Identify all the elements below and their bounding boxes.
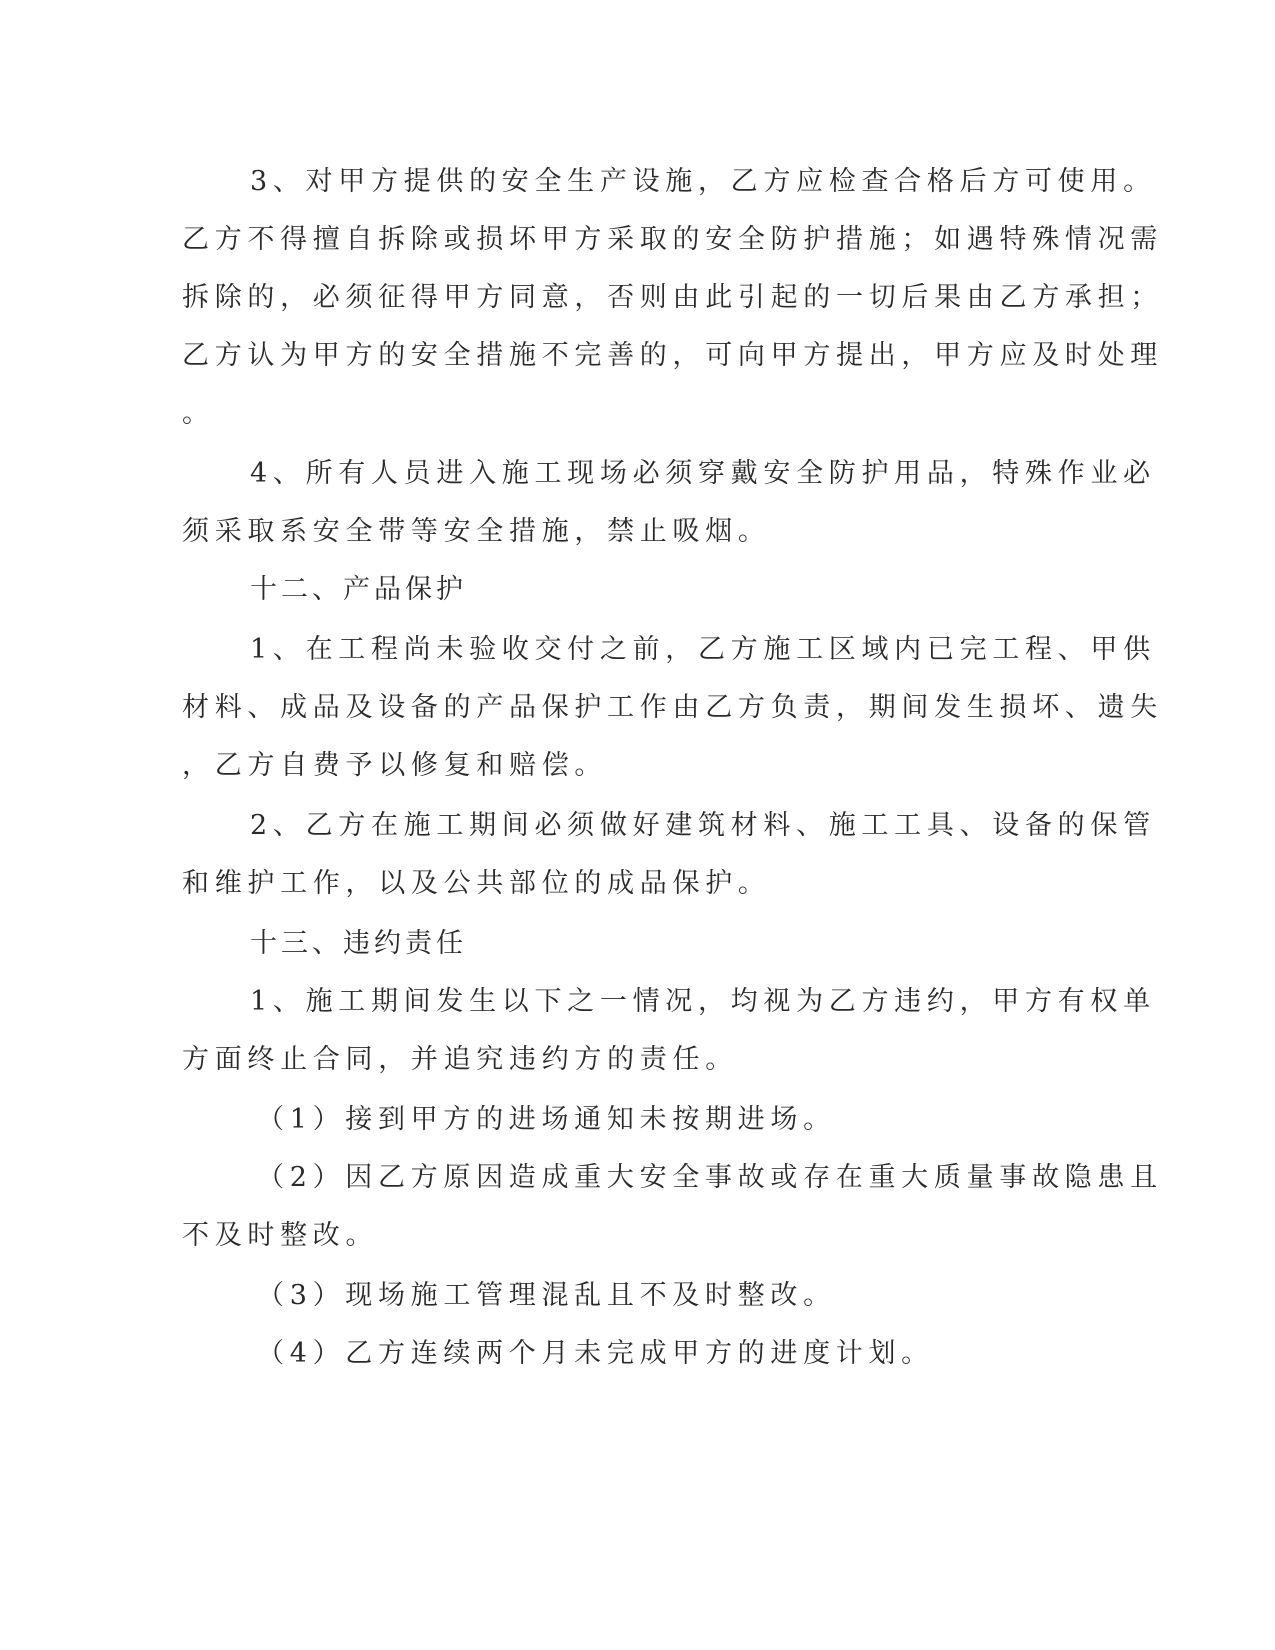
breach-clause-1-line-2: 方面终止合同，并追究违约方的责任。 bbox=[182, 1044, 738, 1075]
section-heading-breach-liability: 十三、违约责任 bbox=[250, 928, 467, 959]
protection-clause-2-line-2: 和维护工作，以及公共部位的成品保护。 bbox=[182, 868, 771, 899]
clause-3-line-1: 3、对甲方提供的安全生产设施，乙方应检查合格后方可使用。 bbox=[250, 166, 1156, 197]
protection-clause-1-line-3: ，乙方自费予以修复和赔偿。 bbox=[182, 750, 608, 781]
clause-3-line-2: 乙方不得擅自拆除或损坏甲方采取的安全防护措施；如遇特殊情况需 bbox=[182, 224, 1163, 255]
breach-item-2-line-1: （2）因乙方原因造成重大安全事故或存在重大质量事故隐患且 bbox=[257, 1162, 1163, 1193]
protection-clause-1-line-1: 1、在工程尚未验收交付之前，乙方施工区域内已完工程、甲供 bbox=[250, 634, 1156, 665]
clause-4-line-2: 须采取系安全带等安全措施，禁止吸烟。 bbox=[182, 516, 771, 547]
breach-clause-1-line-1: 1、施工期间发生以下之一情况，均视为乙方违约，甲方有权单 bbox=[250, 986, 1156, 1017]
breach-item-4: （4）乙方连续两个月未完成甲方的进度计划。 bbox=[257, 1338, 934, 1369]
clause-4-line-1: 4、所有人员进入施工现场必须穿戴安全防护用品，特殊作业必 bbox=[250, 458, 1156, 489]
clause-3-line-5: 。 bbox=[182, 398, 215, 429]
breach-item-2-line-2: 不及时整改。 bbox=[182, 1220, 379, 1251]
breach-item-3: （3）现场施工管理混乱且不及时整改。 bbox=[257, 1280, 836, 1311]
breach-item-1: （1）接到甲方的进场通知未按期进场。 bbox=[257, 1104, 836, 1135]
clause-3-line-4: 乙方认为甲方的安全措施不完善的，可向甲方提出，甲方应及时处理 bbox=[182, 340, 1163, 371]
clause-3-line-3: 拆除的，必须征得甲方同意，否则由此引起的一切后果由乙方承担； bbox=[182, 282, 1163, 313]
protection-clause-2-line-1: 2、乙方在施工期间必须做好建筑材料、施工工具、设备的保管 bbox=[250, 810, 1156, 841]
section-heading-product-protection: 十二、产品保护 bbox=[250, 574, 467, 605]
protection-clause-1-line-2: 材料、成品及设备的产品保护工作由乙方负责，期间发生损坏、遗失 bbox=[182, 692, 1163, 723]
